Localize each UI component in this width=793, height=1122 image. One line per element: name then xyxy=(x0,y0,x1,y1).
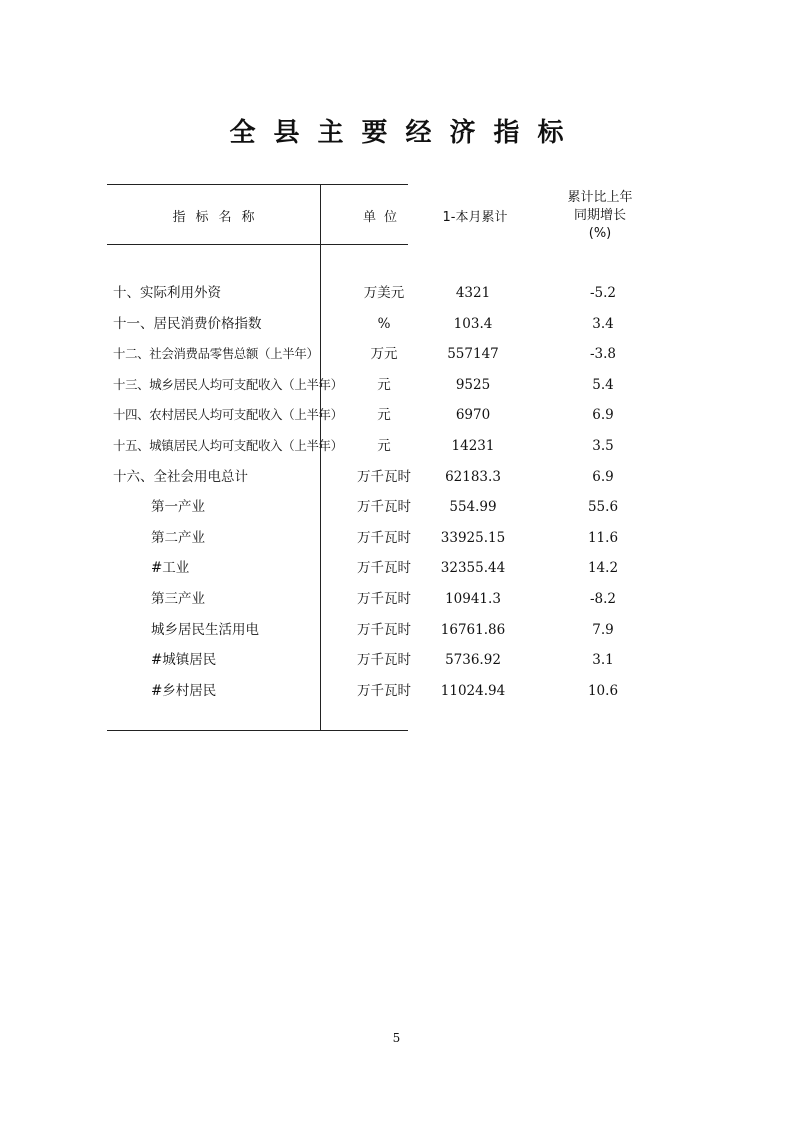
row-growth: 55.6 xyxy=(587,499,619,515)
row-name: 十六、全社会用电总计 xyxy=(113,469,248,485)
table-row xyxy=(0,405,793,425)
row-cumulative: 557147 xyxy=(447,346,499,362)
table-row xyxy=(0,650,793,670)
row-unit: 万千瓦时 xyxy=(357,560,411,576)
row-growth: 14.2 xyxy=(587,560,619,576)
table-row xyxy=(0,681,793,701)
table-top-rule xyxy=(107,184,408,185)
row-name: #城镇居民 xyxy=(151,652,217,668)
row-name: 十三、城乡居民人均可支配收入（上半年） xyxy=(113,377,343,392)
row-unit: 元 xyxy=(377,438,391,454)
row-unit: 万元 xyxy=(370,346,398,362)
row-name: 十五、城镇居民人均可支配收入（上半年） xyxy=(113,438,343,453)
header-cumulative: 1-本月累计 xyxy=(442,210,508,225)
row-growth: -5.2 xyxy=(589,285,617,301)
row-name: 第一产业 xyxy=(151,499,205,515)
row-unit: 万千瓦时 xyxy=(357,591,411,607)
table-row xyxy=(0,558,793,578)
table-row xyxy=(0,589,793,609)
page-title: 全县主要经济指标 xyxy=(229,118,582,148)
row-unit: 万美元 xyxy=(363,285,405,301)
row-cumulative: 103.4 xyxy=(453,316,493,332)
row-unit: 万千瓦时 xyxy=(357,683,411,699)
row-unit: 元 xyxy=(377,377,391,393)
header-growth-line1: 累计比上年 xyxy=(567,190,633,205)
row-cumulative: 6970 xyxy=(455,407,491,423)
header-growth xyxy=(530,189,670,243)
row-name: 十四、农村居民人均可支配收入（上半年） xyxy=(113,407,343,422)
row-name: 十、实际利用外资 xyxy=(113,285,221,301)
row-cumulative: 554.99 xyxy=(449,499,497,515)
row-growth: 3.4 xyxy=(592,316,614,332)
row-growth: 7.9 xyxy=(592,622,614,638)
table-column-divider xyxy=(320,184,321,731)
row-unit: 万千瓦时 xyxy=(357,499,411,515)
table-row xyxy=(0,497,793,517)
row-cumulative: 33925.15 xyxy=(440,530,506,546)
row-growth: 11.6 xyxy=(587,530,619,546)
row-cumulative: 10941.3 xyxy=(445,591,501,607)
table-bottom-rule xyxy=(107,730,408,731)
row-name: #乡村居民 xyxy=(151,683,217,699)
row-cumulative: 5736.92 xyxy=(445,652,501,668)
row-growth: 6.9 xyxy=(592,407,614,423)
row-cumulative: 14231 xyxy=(451,438,495,454)
table-row xyxy=(0,283,793,303)
table-row xyxy=(0,436,793,456)
row-unit: 万千瓦时 xyxy=(357,652,411,668)
row-cumulative: 9525 xyxy=(455,377,491,393)
header-unit: 单位 xyxy=(362,210,405,225)
row-name: 十一、居民消费价格指数 xyxy=(113,316,262,332)
table-row xyxy=(0,467,793,487)
row-unit: 万千瓦时 xyxy=(357,622,411,638)
row-growth: 6.9 xyxy=(592,469,614,485)
row-cumulative: 32355.44 xyxy=(440,560,506,576)
row-cumulative: 62183.3 xyxy=(445,469,501,485)
row-growth: -3.8 xyxy=(589,346,617,362)
row-unit: % xyxy=(377,316,391,332)
row-growth: -8.2 xyxy=(589,591,617,607)
table-row xyxy=(0,620,793,640)
table-row xyxy=(0,375,793,395)
row-name: 第三产业 xyxy=(151,591,205,607)
table-row xyxy=(0,314,793,334)
page-number: 5 xyxy=(392,1031,401,1045)
row-growth: 3.1 xyxy=(592,652,614,668)
row-name: 城乡居民生活用电 xyxy=(151,622,259,638)
row-name: #工业 xyxy=(151,560,190,576)
table-row xyxy=(0,344,793,364)
row-cumulative: 11024.94 xyxy=(440,683,506,699)
row-unit: 元 xyxy=(377,407,391,423)
row-unit: 万千瓦时 xyxy=(357,469,411,485)
row-cumulative: 16761.86 xyxy=(440,622,506,638)
row-unit: 万千瓦时 xyxy=(357,530,411,546)
row-name: 第二产业 xyxy=(151,530,205,546)
header-growth-line3: (%) xyxy=(588,226,612,241)
header-indicator-name: 指标名称 xyxy=(172,210,265,225)
row-name: 十二、社会消费品零售总额（上半年） xyxy=(113,346,319,361)
table-row xyxy=(0,528,793,548)
row-growth: 3.5 xyxy=(592,438,614,454)
header-growth-line2: 同期增长 xyxy=(573,208,626,223)
table-header-rule xyxy=(107,244,408,245)
row-cumulative: 4321 xyxy=(455,285,491,301)
row-growth: 5.4 xyxy=(592,377,614,393)
row-growth: 10.6 xyxy=(587,683,619,699)
